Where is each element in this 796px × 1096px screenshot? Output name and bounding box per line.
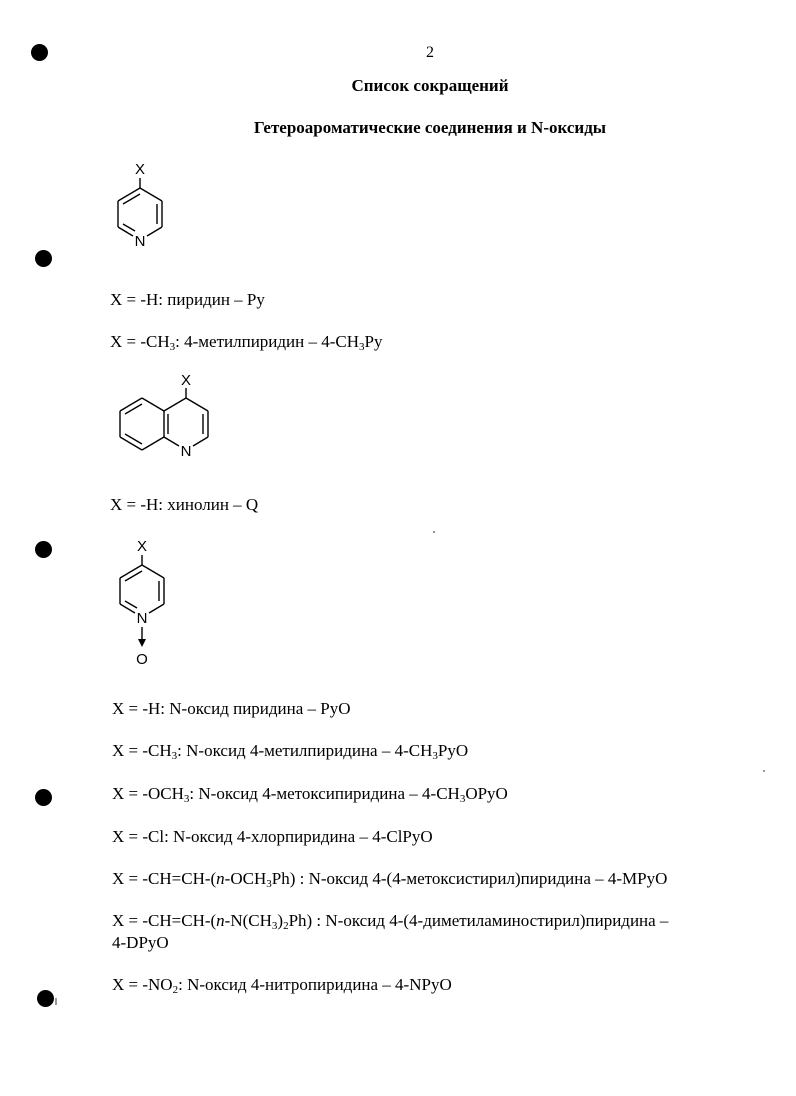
punch-hole bbox=[35, 789, 52, 806]
n-oxide-entry-och3: $X = -OCH_3$: N-оксид 4-метоксипиридина – $4-CH_3OPyO$ bbox=[112, 784, 508, 805]
x-label: X bbox=[136, 538, 148, 555]
page-title: Список сокращений bbox=[351, 76, 509, 95]
n-oxide-entry-methoxystyryl: $X = -CH=CH-(n-OCH_3Ph)$ : N-оксид 4-(4-метоксистирил)пиридина – 4-MPyO bbox=[112, 869, 668, 890]
scan-speck bbox=[433, 531, 435, 533]
punch-hole bbox=[35, 541, 52, 558]
scan-speck bbox=[55, 998, 57, 1005]
pyridine-entry-h: X = -H: пиридин – Py bbox=[110, 290, 265, 309]
n-oxide-entry-dimethylaminostyryl-cont: 4-DPyO bbox=[112, 933, 169, 952]
page-number: 2 bbox=[426, 44, 434, 61]
n-oxide-entry-dimethylaminostyryl: $X = -CH=CH-(n-N(CH_3)_2Ph)$ : N-оксид 4-(4-диметиламиностирил)пиридина – bbox=[112, 911, 669, 932]
pyridine-n-oxide-structure bbox=[102, 533, 182, 673]
n-label: N bbox=[134, 233, 146, 250]
n-oxide-entry-ch3: $X = -CH_3$: N-оксид 4-метилпиридина – $4-CH_3PyO$ bbox=[112, 741, 469, 762]
section-title: Гетероароматические соединения и N-оксиды bbox=[253, 118, 607, 137]
quinoline-structure bbox=[110, 370, 230, 470]
x-label: X bbox=[134, 161, 146, 178]
punch-hole bbox=[37, 990, 54, 1007]
pyridine-entry-ch3: $X = -CH_3$: 4-метилпиридин – $4-CH_3Py$ bbox=[110, 332, 383, 353]
x-label: X bbox=[180, 372, 192, 389]
n-oxide-entry-no2: $X = -NO_2$: N-оксид 4-нитропиридина – 4-NPyO bbox=[112, 975, 452, 996]
pyridine-structure bbox=[100, 156, 180, 266]
o-label: O bbox=[136, 651, 148, 668]
n-oxide-entry-cl: X = -Cl: N-оксид 4-хлорпиридина – 4-ClPyO bbox=[112, 827, 433, 846]
n-label: N bbox=[136, 610, 148, 627]
punch-hole bbox=[35, 250, 52, 267]
n-label: N bbox=[180, 443, 192, 460]
n-oxide-entry-h: X = -H: N-оксид пиридина – PyO bbox=[112, 699, 351, 718]
quinoline-entry-h: X = -H: хинолин – Q bbox=[110, 495, 259, 514]
scan-speck bbox=[763, 770, 765, 772]
